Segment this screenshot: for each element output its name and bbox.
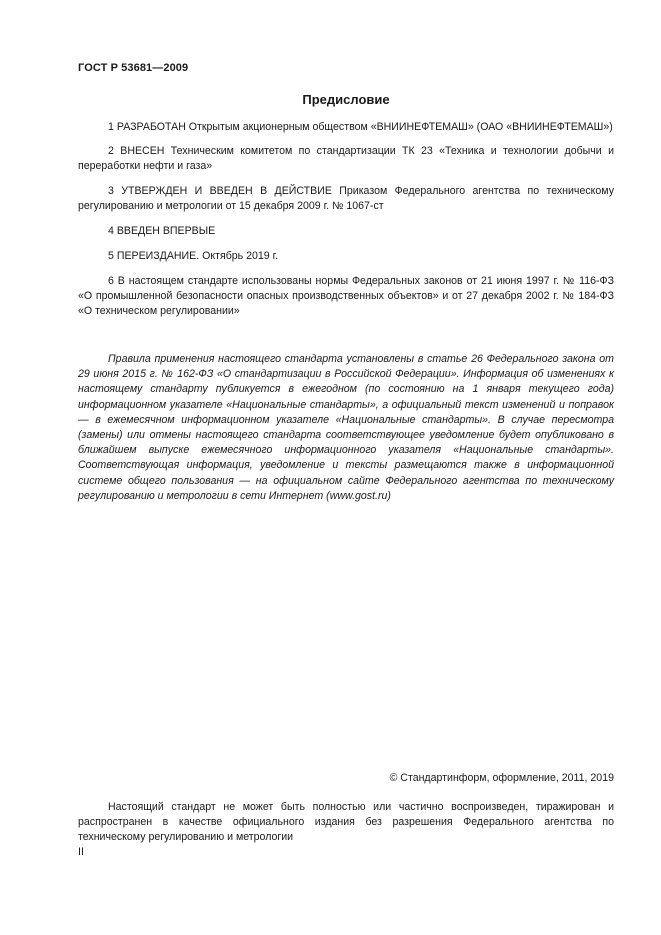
document-code: ГОСТ Р 53681—2009	[78, 62, 189, 74]
preface-item-1: 1 РАЗРАБОТАН Открытым акционерным обществом «ВНИИНЕФТЕМАШ» (ОАО «ВНИИНЕФТЕМАШ»)	[108, 121, 613, 133]
preface-item-2: 2 ВНЕСЕН Техническим комитетом по стандартизации ТК 23 «Техника и технологии добычи и переработки нефти и газа»	[78, 145, 614, 172]
preface-item-5: 5 ПЕРЕИЗДАНИЕ. Октябрь 2019 г.	[108, 250, 279, 262]
page-title: Предисловие	[302, 92, 390, 107]
rules-notice: Правила применения настоящего стандарта установлены в статье 26 Федерального закона от 29 июня 2015 г. № 162-ФЗ «О стандартизации в Российской Федерации». Информация об изменениях к настоящему стандарту публикуется в ежегодном (по состоянию на 1 января текущего года) информационном указателе «Национальные стандарты», а официальный текст изменений и поправок — в ежемесячном информационном указателе «Национальные стандарты». В случае пересмотра (замены) или отмены настоящего стандарта соответствующее уведомление будет опубликовано в ближайшем выпуске ежемесячного информационного указателя «Национальные стандарты». Соответствующая информация, уведомление и тексты размещаются также в информационной системе общего пользования — на официальном сайте Федерального агентства по техническому регулированию и метрологии в сети Интернет (www.gost.ru)	[78, 353, 614, 502]
preface-item-6: 6 В настоящем стандарте использованы нормы Федеральных законов от 21 июня 1997 г. № 116-ФЗ «О промышленной безопасности опасных производственных объектов» и от 27 декабря 2002 г. № 184-ФЗ «О техническом регулировании»	[78, 275, 614, 317]
preface-item-4: 4 ВВЕДЕН ВПЕРВЫЕ	[108, 225, 216, 237]
page-number: II	[78, 846, 84, 858]
reproduction-notice: Настоящий стандарт не может быть полностью или частично воспроизведен, тиражирован и распространен в качестве официального издания без разрешения Федерального агентства по техническому регулированию и метрологии	[78, 801, 614, 843]
copyright-line: © Стандартинформ, оформление, 2011, 2019	[389, 772, 614, 784]
preface-item-3: 3 УТВЕРЖДЕН И ВВЕДЕН В ДЕЙСТВИЕ Приказом Федерального агентства по техническому регулированию и метрологии от 15 декабря 2009 г. № 1067-ст	[78, 185, 614, 212]
